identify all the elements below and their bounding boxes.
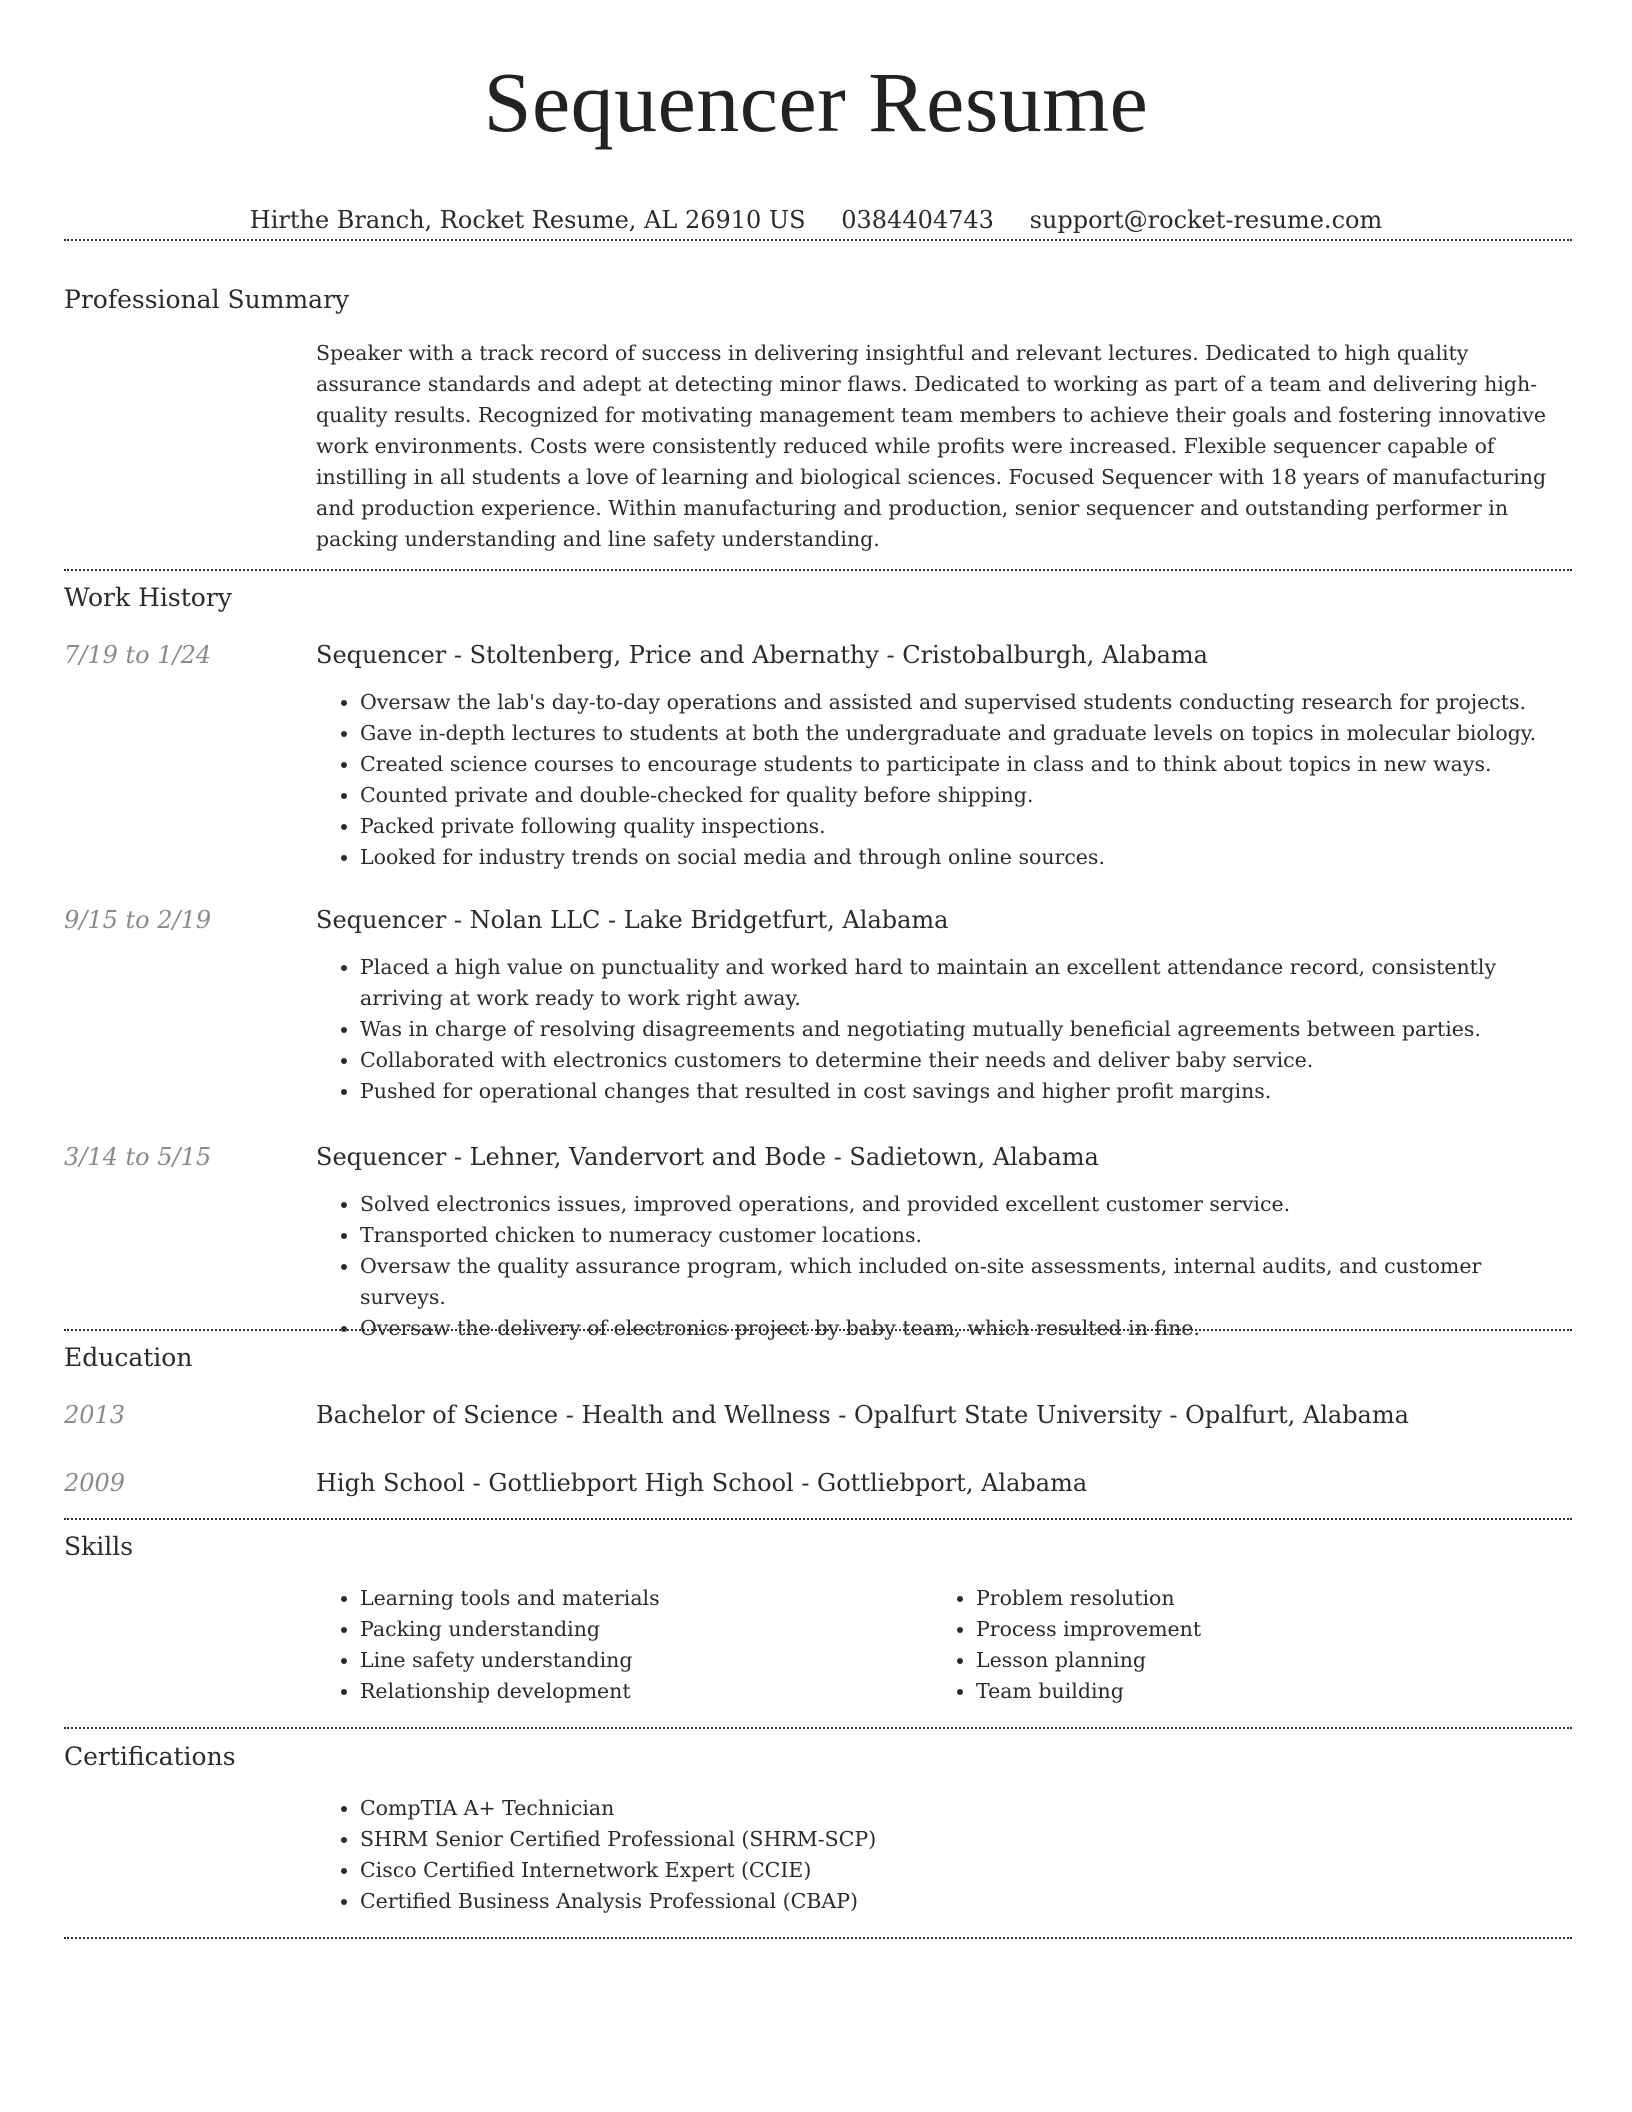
resume-header [0,0,1632,236]
contact-line [0,204,1632,236]
list-item: • Looked for industry trends on social media and through online sources. [360,842,1572,873]
list-item: • Line safety understanding [360,1645,916,1676]
list-item: • Certified Business Analysis Professional (CBAP) [360,1886,1572,1917]
section-title-certifications: Certifications [64,1742,236,1771]
skills-list-right [932,1583,1532,1707]
skills-section [64,1531,1572,1703]
list-item: • Lesson planning [976,1645,1532,1676]
contact-phone: 0384404743 [841,206,994,234]
job-bullets [316,1189,1572,1344]
section-title-skills: Skills [64,1532,134,1561]
summary-text: Speaker with a track record of success in delivering insightful and relevant lectures. Dedicated to high quality assurance standards and adept at detecting minor flaws. Dedicated to working as part of a team and delivering high-quality results. Recognized for motivating management team members to achieve their goals and fostering innovative work environments. Costs were consistently reduced while profits were increased. Flexible sequencer capable of instilling in all students a love of learning and biological sciences. Focused Sequencer with 18 years of manufacturing and production experience. Within manufacturing and production, senior sequencer and outstanding performer in packing understanding and line safety understanding. [316,341,1547,551]
job-dates: 9/15 to 2/19 [64,906,212,934]
job-title: Sequencer - Stoltenberg, Price and Abernathy - Cristobalburgh, Alabama [316,641,1208,669]
list-item: • Was in charge of resolving disagreements and negotiating mutually beneficial agreements between parties. [360,1014,1572,1045]
job-title: Sequencer - Lehner, Vandervort and Bode - Sadietown, Alabama [316,1143,1099,1171]
education-year: 2009 [64,1469,126,1497]
list-item: • Team building [976,1676,1532,1707]
list-item: • Collaborated with electronics customers to determine their needs and deliver baby service. [360,1045,1572,1076]
list-item: • Oversaw the lab's day-to-day operations and assisted and supervised students conducting research for projects. [360,687,1572,718]
education-entry [64,1399,1572,1433]
contact-email[interactable]: support@rocket-resume.com [1029,206,1383,234]
list-item: • Learning tools and materials [360,1583,916,1614]
job-title: Sequencer - Nolan LLC - Lake Bridgetfurt, Alabama [316,906,949,934]
education-year: 2013 [64,1401,126,1429]
list-item: • Gave in-depth lectures to students at both the undergraduate and graduate levels on topics in molecular biology. [360,718,1572,749]
education-text: Bachelor of Science - Health and Wellness - Opalfurt State University - Opalfurt, Alabama [316,1401,1409,1429]
list-item: • Process improvement [976,1614,1532,1645]
work-section [64,582,1572,1340]
divider [64,239,1572,241]
list-item: • Transported chicken to numeracy customer locations. [360,1220,1572,1251]
list-item: • Oversaw the quality assurance program, which included on-site assessments, internal audits, and customer surveys. [360,1251,1572,1313]
divider [64,1937,1572,1939]
education-section [64,1342,1572,1497]
list-item: • Counted private and double-checked for quality before shipping. [360,780,1572,811]
resume-title: Sequencer Resume [483,54,1149,150]
divider [64,1329,1572,1331]
list-item: • CompTIA A+ Technician [360,1793,1572,1824]
list-item: • Created science courses to encourage students to participate in class and to think about topics in new ways. [360,749,1572,780]
list-item: • Solved electronics issues, improved operations, and provided excellent customer service. [360,1189,1572,1220]
list-item: • Placed a high value on punctuality and worked hard to maintain an excellent attendance record, consistently arriving at work ready to work right away. [360,952,1572,1014]
education-entry [64,1467,1572,1501]
section-title-work: Work History [64,583,232,612]
list-item: • Cisco Certified Internetwork Expert (CCIE) [360,1855,1572,1886]
job-bullets [316,952,1572,1107]
divider [64,1518,1572,1520]
list-item: • Packed private following quality inspections. [360,811,1572,842]
list-item: • Packing understanding [360,1614,916,1645]
section-title-summary: Professional Summary [64,285,350,314]
education-text: High School - Gottliebport High School - Gottliebport, Alabama [316,1469,1088,1497]
divider [64,1727,1572,1729]
job-bullets [316,687,1572,873]
list-item: • Problem resolution [976,1583,1532,1614]
list-item: • Relationship development [360,1676,916,1707]
summary-section [64,284,1572,551]
job-dates: 3/14 to 5/15 [64,1143,212,1171]
list-item: • SHRM Senior Certified Professional (SHRM-SCP) [360,1824,1572,1855]
certifications-section [64,1741,1572,1913]
contact-address: Hirthe Branch, Rocket Resume, AL 26910 US [249,206,806,234]
list-item: • Oversaw the delivery of electronics project by baby team, which resulted in fine. [360,1313,1572,1344]
section-title-education: Education [64,1343,193,1372]
list-item: • Pushed for operational changes that resulted in cost savings and higher profit margins. [360,1076,1572,1107]
job-dates: 7/19 to 1/24 [64,641,212,669]
skills-list-left [316,1583,916,1707]
divider [64,569,1572,571]
certifications-list [316,1793,1572,1917]
